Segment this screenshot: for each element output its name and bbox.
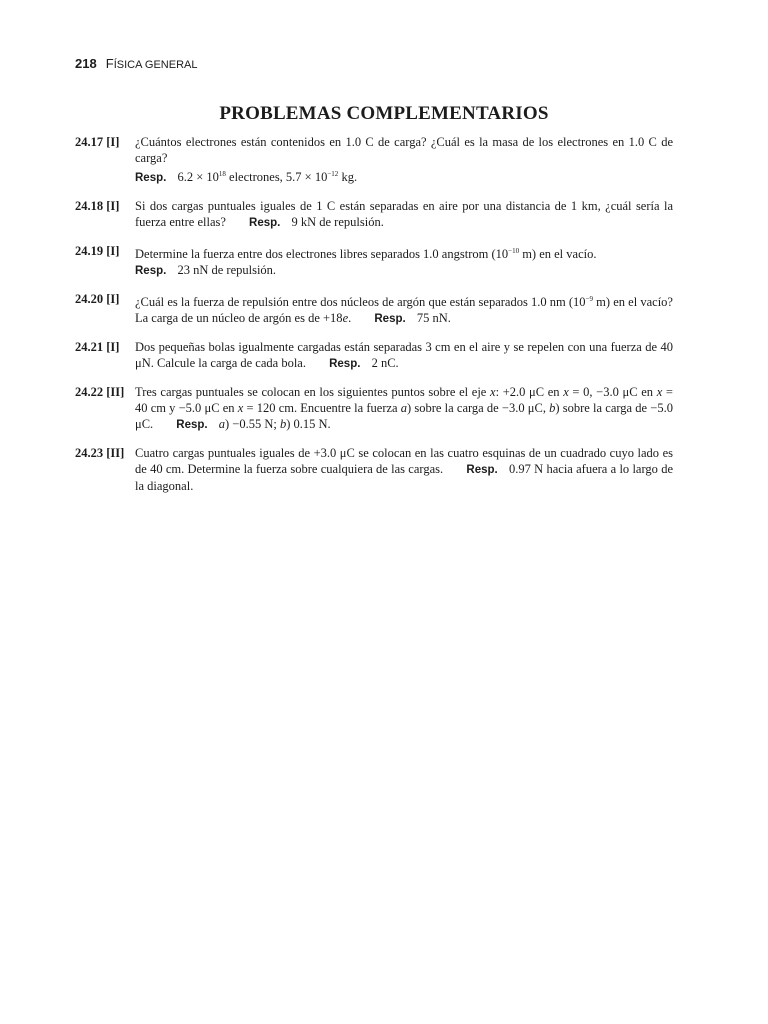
problem-answer: 9 kN de repulsión. <box>291 215 384 229</box>
problem-text <box>135 339 673 372</box>
problem-answer: 23 nN de repulsión. <box>177 263 277 277</box>
problem-24-22 <box>75 384 675 433</box>
problem-text <box>135 198 673 231</box>
problem-24-18 <box>75 198 675 231</box>
problem-number: 24.17 [I] <box>75 135 120 149</box>
section-title <box>105 56 198 71</box>
problem-number: 24.19 [I] <box>75 244 120 258</box>
problem-number: 24.22 [II] <box>75 385 125 399</box>
problem-statement: Cuatro cargas puntuales iguales de +3.0 μC se colocan en las cuatro esquinas de un cuadrado cuyo lado es de 40 cm. Determine la fuerza sobre cualquiera de las cargas. <box>135 446 673 476</box>
problem-answer: 75 nN. <box>416 311 451 325</box>
problem-number: 24.18 [I] <box>75 199 120 213</box>
problem-answer: 0.97 N hacia afuera a lo largo de la diagonal. <box>135 462 673 493</box>
problem-text <box>135 291 673 327</box>
section-title-rest: ÍSICA GENERAL <box>113 59 198 71</box>
problem-answer: $6.2 \times 10^{18}$ electrones, $5.7 \times 10^{-12}$ kg. <box>177 170 358 184</box>
problem-text <box>135 384 673 433</box>
problem-24-19 <box>75 243 675 279</box>
page-title: PROBLEMAS COMPLEMENTARIOS <box>219 103 549 124</box>
problem-number: 24.21 [I] <box>75 340 120 354</box>
problem-answer: 2 nC. <box>371 356 399 370</box>
resp-label: Resp. <box>176 419 208 431</box>
problem-statement: ¿Cuál es la fuerza de repulsión entre dos núcleos de argón que están separados 1.0 nm ($10^{-9}$ m) en el vacío? La carga de un núcleo de argón es de +18e. <box>135 295 673 325</box>
resp-label: Resp. <box>374 313 406 325</box>
resp-label: Resp. <box>135 265 167 277</box>
problem-statement: ¿Cuántos electrones están contenidos en 1.0 C de carga? ¿Cuál es la masa de los electrones en 1.0 C de carga? <box>135 135 673 165</box>
problem-statement: Determine la fuerza entre dos electrones libres separados 1.0 angstrom ($10^{-10}$ m) en el vacío. <box>135 247 597 261</box>
resp-label: Resp. <box>135 172 167 184</box>
problem-24-21 <box>75 339 675 372</box>
problem-24-17 <box>75 134 675 186</box>
problem-statement: Si dos cargas puntuales iguales de 1 C están separadas en aire por una distancia de 1 km, ¿cuál sería la fuerza entre ellas? <box>135 199 673 229</box>
problem-24-20 <box>75 291 675 327</box>
problem-text <box>135 445 673 494</box>
resp-label: Resp. <box>329 358 361 370</box>
page-number: 218 <box>75 56 97 71</box>
problem-number: 24.20 [I] <box>75 292 120 306</box>
problem-text <box>135 243 673 279</box>
running-head <box>75 56 197 71</box>
problem-number: 24.23 [II] <box>75 446 125 460</box>
section-title-initial: F <box>105 56 114 71</box>
problem-24-23 <box>75 445 675 494</box>
problem-statement: Dos pequeñas bolas igualmente cargadas están separadas 3 cm en el aire y se repelen con una fuerza de 40 μN. Calcule la carga de cada bola. <box>135 340 673 370</box>
resp-label: Resp. <box>249 217 281 229</box>
problem-answer: a) −0.55 N; b) 0.15 N. <box>218 417 331 431</box>
problem-statement: Tres cargas puntuales se colocan en los siguientes puntos sobre el eje x: +2.0 μC en x = 0, −3.0 μC en x = 40 cm y −5.0 μC en x = 120 cm. Encuentre la fuerza a) sobre la carga de −3.0 μC, b) sobre la carga de −5.0 μC. <box>135 385 673 431</box>
problem-list <box>75 134 675 506</box>
resp-label: Resp. <box>466 464 498 476</box>
problem-text <box>135 134 673 186</box>
